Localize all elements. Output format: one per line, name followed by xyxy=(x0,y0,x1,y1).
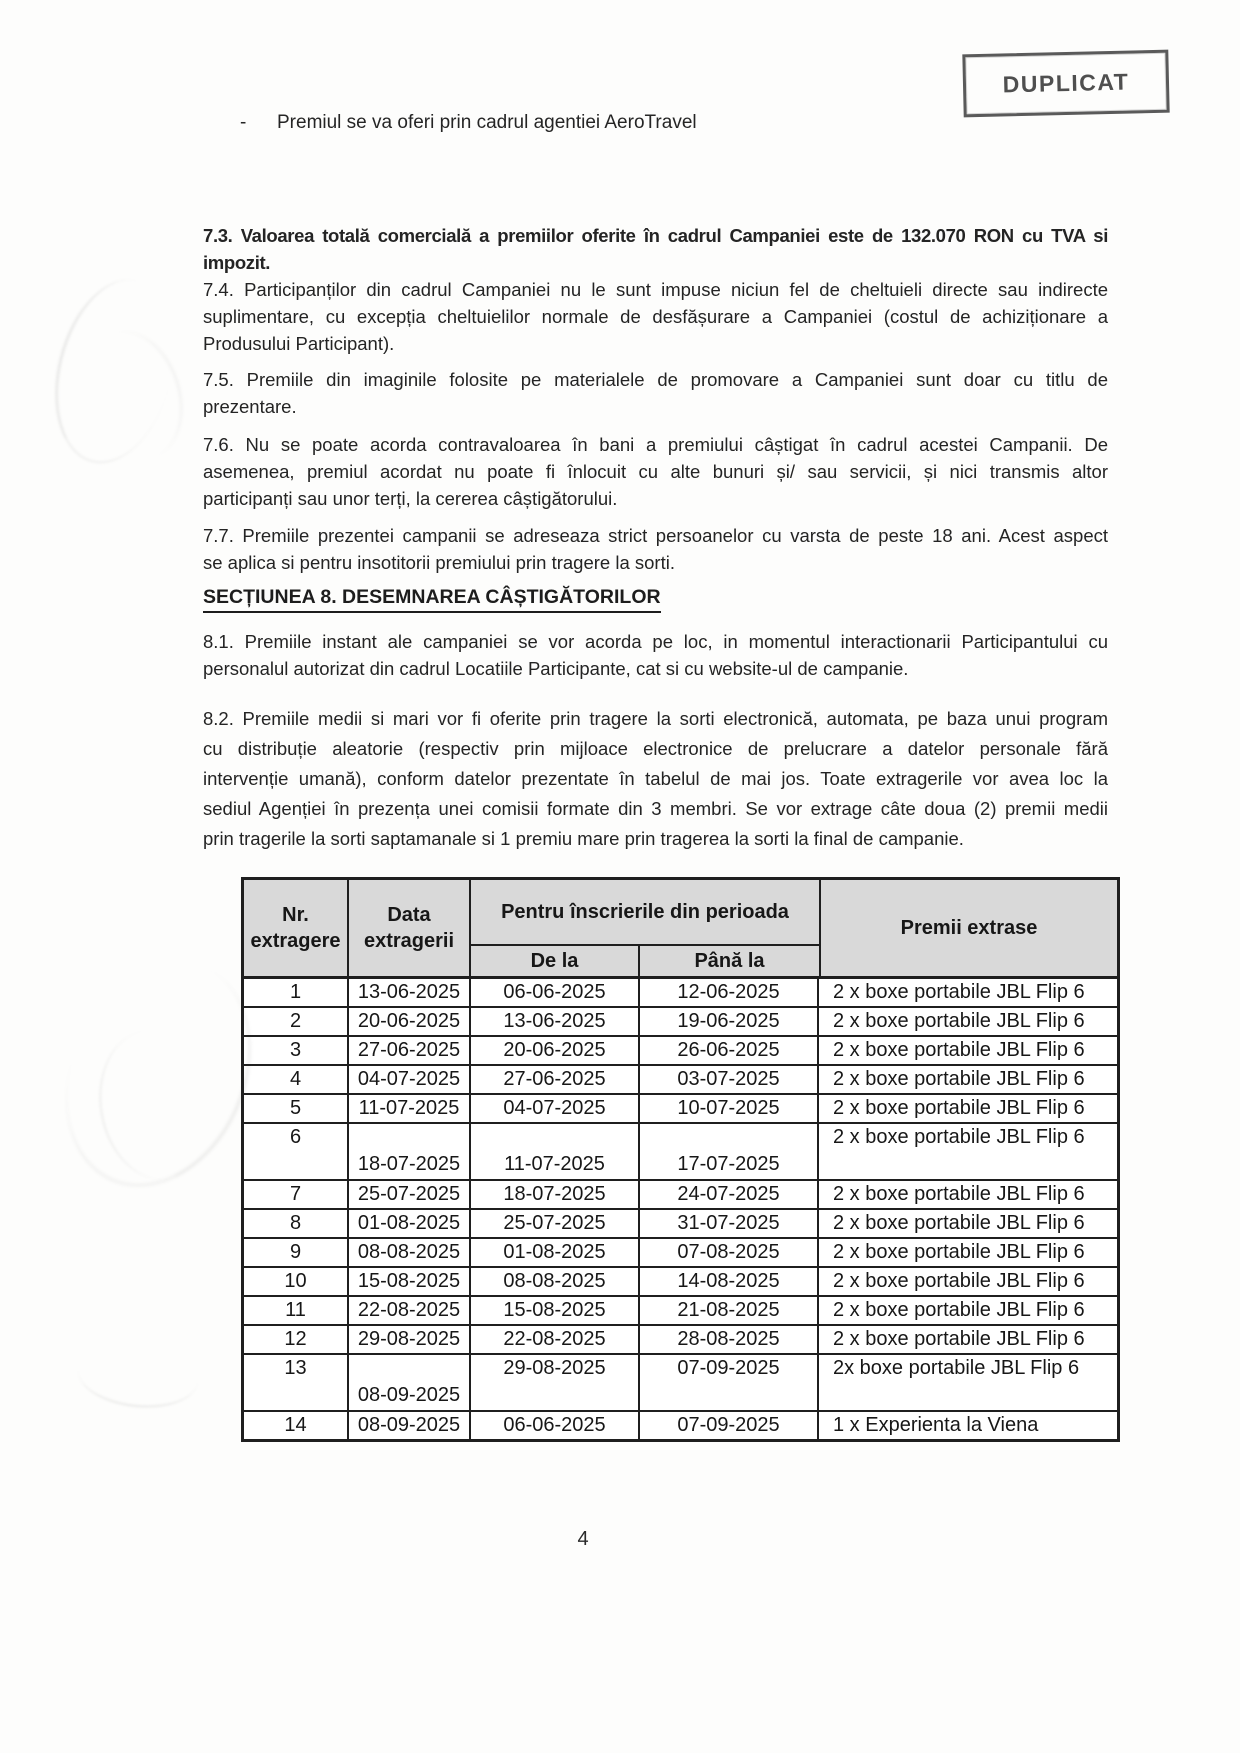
cell-premii: 2 x boxe portabile JBL Flip 6 xyxy=(833,1212,1085,1234)
table-row xyxy=(244,1266,1117,1295)
paragraph-line: 7.4. Participanților din cadrul Campaniei nu le sunt impuse niciun fel de cheltuieli directe sau indirecte xyxy=(203,279,1108,300)
paragraph-7-4 xyxy=(203,276,1108,357)
paragraph-line: prezentare. xyxy=(203,396,297,417)
cell-pana-la: 14-08-2025 xyxy=(640,1268,819,1295)
cell-premii: 2 x boxe portabile JBL Flip 6 xyxy=(833,1126,1085,1148)
prize-table xyxy=(241,877,1120,1442)
cell-de-la: 29-08-2025 xyxy=(471,1355,640,1410)
paragraph-line: 7.6. Nu se poate acorda contravaloarea în bani a premiului câștigat în cadrul acestei Campanii. De xyxy=(203,434,1108,455)
cell-data: 20-06-2025 xyxy=(349,1008,471,1035)
cell-pana-la: 10-07-2025 xyxy=(640,1095,819,1122)
cell-nr: 6 xyxy=(244,1124,349,1179)
cell-data: 08-09-2025 xyxy=(349,1355,471,1410)
cell-premii: 2 x boxe portabile JBL Flip 6 xyxy=(833,1068,1085,1090)
cell-pana-la: 17-07-2025 xyxy=(640,1124,819,1179)
cell-data: 08-09-2025 xyxy=(349,1412,471,1439)
cell-premii: 2 x boxe portabile JBL Flip 6 xyxy=(833,1010,1085,1032)
table-row xyxy=(244,1064,1117,1093)
paragraph-line: asemenea, premiul acordat nu poate fi înlocuit cu alte bunuri și/ sau servicii, și nici transmis altor xyxy=(203,461,1108,482)
cell-pana-la: 07-09-2025 xyxy=(640,1412,819,1439)
header-nr-extragere xyxy=(244,880,349,976)
table-row xyxy=(244,1353,1117,1410)
paragraph-7-7 xyxy=(203,522,1108,576)
table-row xyxy=(244,1006,1117,1035)
cell-pana-la: 07-08-2025 xyxy=(640,1239,819,1266)
cell-de-la: 22-08-2025 xyxy=(471,1326,640,1353)
paragraph-line: suplimentare, cu excepția cheltuielilor normale de desfășurare a Campaniei (costul de achiziționare a xyxy=(203,306,1108,327)
paragraph-line: 8.1. Premiile instant ale campaniei se vor acorda pe loc, in momentul interactionarii Participantului cu xyxy=(203,631,1108,652)
section-8-heading-text: SECȚIUNEA 8. DESEMNAREA CÂȘTIGĂTORILOR xyxy=(203,586,661,613)
section-8-heading xyxy=(203,586,661,609)
cell-data: 25-07-2025 xyxy=(349,1181,471,1208)
cell-nr: 10 xyxy=(244,1268,349,1295)
header-pana-la: Până la xyxy=(694,949,765,972)
cell-nr: 7 xyxy=(244,1181,349,1208)
cell-nr: 3 xyxy=(244,1037,349,1064)
bullet-text: Premiul se va oferi prin cadrul agentiei AeroTravel xyxy=(277,112,697,133)
table-row xyxy=(244,976,1117,1006)
header-period-span: Pentru înscrierile din perioada xyxy=(471,880,819,946)
cell-data: 27-06-2025 xyxy=(349,1037,471,1064)
cell-nr: 14 xyxy=(244,1412,349,1439)
cell-de-la: 25-07-2025 xyxy=(471,1210,640,1237)
cell-nr: 8 xyxy=(244,1210,349,1237)
scan-smudge-lower-left-3 xyxy=(75,1339,201,1413)
cell-premii: 2 x boxe portabile JBL Flip 6 xyxy=(833,1299,1085,1321)
cell-premii: 2 x boxe portabile JBL Flip 6 xyxy=(833,1039,1085,1061)
cell-premii: 2 x boxe portabile JBL Flip 6 xyxy=(833,1328,1085,1350)
table-row xyxy=(244,1122,1117,1179)
cell-pana-la: 07-09-2025 xyxy=(640,1355,819,1410)
paragraph-line: impozit. xyxy=(203,252,271,273)
cell-pana-la: 21-08-2025 xyxy=(640,1297,819,1324)
paragraph-8-2 xyxy=(203,704,1108,854)
paragraph-line: Produsului Participant). xyxy=(203,333,395,354)
cell-premii: 2 x boxe portabile JBL Flip 6 xyxy=(833,1097,1085,1119)
paragraph-line: personalul autorizat din cadrul Locatiile Participante, cat si cu website-ul de campanie. xyxy=(203,658,909,679)
cell-de-la: 06-06-2025 xyxy=(471,979,640,1006)
paragraph-7-5 xyxy=(203,366,1108,420)
cell-data: 22-08-2025 xyxy=(349,1297,471,1324)
cell-premii: 2x boxe portabile JBL Flip 6 xyxy=(833,1357,1080,1379)
header-premii-extrase: Premii extrase xyxy=(900,917,1038,939)
cell-premii: 2 x boxe portabile JBL Flip 6 xyxy=(833,1241,1085,1263)
paragraph-7-6 xyxy=(203,431,1108,512)
cell-data: 08-08-2025 xyxy=(349,1239,471,1266)
cell-nr: 4 xyxy=(244,1066,349,1093)
cell-premii: 2 x boxe portabile JBL Flip 6 xyxy=(833,1183,1085,1205)
table-row xyxy=(244,1295,1117,1324)
paragraph-line: 7.7. Premiile prezentei campanii se adreseaza strict persoanelor cu varsta de peste 18 ani. Acest aspect xyxy=(203,525,1108,546)
table-row xyxy=(244,1093,1117,1122)
cell-nr: 11 xyxy=(244,1297,349,1324)
cell-de-la: 11-07-2025 xyxy=(471,1124,640,1179)
cell-data: 01-08-2025 xyxy=(349,1210,471,1237)
cell-de-la: 08-08-2025 xyxy=(471,1268,640,1295)
cell-de-la: 06-06-2025 xyxy=(471,1412,640,1439)
cell-pana-la: 28-08-2025 xyxy=(640,1326,819,1353)
cell-de-la: 01-08-2025 xyxy=(471,1239,640,1266)
paragraph-8-1 xyxy=(203,628,1108,682)
cell-pana-la: 03-07-2025 xyxy=(640,1066,819,1093)
cell-pana-la: 31-07-2025 xyxy=(640,1210,819,1237)
prize-table-header xyxy=(244,880,1117,976)
paragraph-line: cu distribuție aleatorie (respectiv prin mijloace electronice de prelucrare a datelor personale fără xyxy=(203,738,1108,759)
duplicat-stamp xyxy=(962,50,1169,118)
scan-smudge-lower-left-2 xyxy=(88,1021,224,1188)
cell-data: 11-07-2025 xyxy=(349,1095,471,1122)
cell-de-la: 18-07-2025 xyxy=(471,1181,640,1208)
bullet-dash: - xyxy=(240,112,247,133)
page-number: 4 xyxy=(577,1528,589,1550)
table-row xyxy=(244,1410,1117,1439)
paragraph-line: participanți sau unor terți, la cererea câștigătorului. xyxy=(203,488,618,509)
paragraph-7-3 xyxy=(203,222,1108,276)
prize-table-body xyxy=(244,976,1117,1439)
bullet-line xyxy=(240,112,697,134)
header-data-line1: Data xyxy=(387,904,431,926)
paragraph-line: se aplica si pentru insotitorii premiului prin tragere la sorti. xyxy=(203,552,675,573)
header-nr-line2: extragere xyxy=(250,930,341,952)
paragraph-line: 7.3. Valoarea totală comercială a premiilor oferite în cadrul Campaniei este de 132.070 RON cu TVA si xyxy=(203,225,1108,246)
paragraph-line: 8.2. Premiile medii si mari vor fi oferite prin tragere la sorti electronică, automata, pe baza unui program xyxy=(203,708,1108,729)
paragraph-line: 7.5. Premiile din imaginile folosite pe materialele de promovare a Campaniei sunt doar cu titlu de xyxy=(203,369,1108,390)
cell-de-la: 20-06-2025 xyxy=(471,1037,640,1064)
header-nr-line1: Nr. xyxy=(282,904,309,926)
scan-smudge-upper-left xyxy=(37,267,192,476)
scan-smudge-upper-left-2 xyxy=(70,319,198,471)
cell-pana-la: 26-06-2025 xyxy=(640,1037,819,1064)
cell-nr: 9 xyxy=(244,1239,349,1266)
duplicat-stamp-label: DUPLICAT xyxy=(1002,68,1130,98)
cell-premii: 2 x boxe portabile JBL Flip 6 xyxy=(833,981,1085,1003)
table-row xyxy=(244,1035,1117,1064)
cell-nr: 13 xyxy=(244,1355,349,1410)
cell-premii: 1 x Experienta la Viena xyxy=(833,1414,1039,1436)
header-period-subrow xyxy=(471,946,819,976)
cell-nr: 2 xyxy=(244,1008,349,1035)
paragraph-line: prin tragerile la sorti saptamanale si 1 premiu mare prin tragerea la sorti la final de campanie. xyxy=(203,828,964,849)
cell-de-la: 15-08-2025 xyxy=(471,1297,640,1324)
cell-data: 15-08-2025 xyxy=(349,1268,471,1295)
cell-nr: 12 xyxy=(244,1326,349,1353)
cell-pana-la: 24-07-2025 xyxy=(640,1181,819,1208)
header-period-group xyxy=(471,880,821,976)
paragraph-line: sediul Agenției în prezența unei comisii formate din 3 membri. Se vor extrage câte doua (2) premii medii xyxy=(203,798,1108,819)
table-row xyxy=(244,1237,1117,1266)
cell-data: 18-07-2025 xyxy=(349,1124,471,1179)
cell-data: 04-07-2025 xyxy=(349,1066,471,1093)
table-row xyxy=(244,1324,1117,1353)
header-data-extragerii xyxy=(349,880,471,976)
cell-pana-la: 12-06-2025 xyxy=(640,979,819,1006)
cell-data: 13-06-2025 xyxy=(349,979,471,1006)
table-row xyxy=(244,1208,1117,1237)
cell-data: 29-08-2025 xyxy=(349,1326,471,1353)
table-row xyxy=(244,1179,1117,1208)
header-data-line2: extragerii xyxy=(363,930,455,952)
header-de-la: De la xyxy=(471,946,640,976)
cell-nr: 5 xyxy=(244,1095,349,1122)
cell-de-la: 27-06-2025 xyxy=(471,1066,640,1093)
paragraph-line: intervenție umană), conform datelor prezentate în tabelul de mai jos. Toate extragerile vor avea loc la xyxy=(203,768,1108,789)
cell-pana-la: 19-06-2025 xyxy=(640,1008,819,1035)
cell-de-la: 04-07-2025 xyxy=(471,1095,640,1122)
cell-de-la: 13-06-2025 xyxy=(471,1008,640,1035)
cell-premii: 2 x boxe portabile JBL Flip 6 xyxy=(833,1270,1085,1292)
cell-nr: 1 xyxy=(244,979,349,1006)
